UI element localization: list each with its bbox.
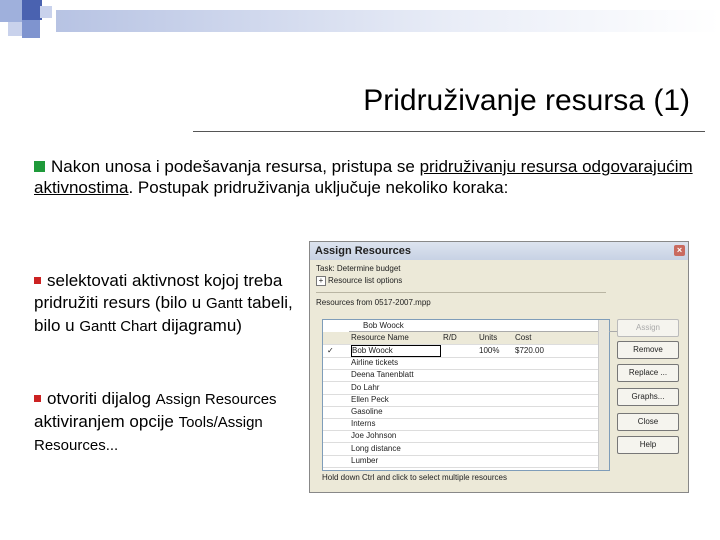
row-resource-name: Interns: [351, 419, 376, 429]
grid-scrollbar[interactable]: [598, 320, 609, 470]
bullet2-text-a: otvoriti dijalog: [47, 389, 156, 408]
col-cost[interactable]: Cost: [515, 333, 532, 342]
row-units: 100%: [479, 346, 500, 355]
expand-options-icon[interactable]: +: [316, 276, 326, 286]
dialog-titlebar: [310, 242, 688, 260]
bullet1-text-d: Gantt Chart: [79, 318, 157, 335]
help-button[interactable]: Help: [617, 436, 679, 454]
corner-square-4: [22, 20, 40, 38]
row-cost: $720.00: [515, 346, 544, 355]
resource-list-options[interactable]: Resource list options: [328, 276, 403, 285]
remove-button[interactable]: Remove: [617, 341, 679, 359]
corner-square-3: [8, 22, 22, 36]
assign-resources-dialog: [309, 241, 689, 493]
col-units[interactable]: Units: [479, 333, 498, 342]
bullet2-text-c: aktiviranjem opcije: [34, 412, 179, 431]
replace-button[interactable]: Replace ...: [617, 364, 679, 382]
row-resource-name: Deena Tanenblatt: [351, 370, 414, 380]
bullet1-text-a: selektovati aktivnost kojoj treba pridružiti resurs (bilo u: [34, 271, 283, 312]
table-row[interactable]: [323, 443, 599, 456]
table-row[interactable]: [323, 406, 599, 419]
bullet-select-task: [34, 270, 296, 338]
title-divider: [193, 131, 705, 132]
resource-grid[interactable]: [322, 319, 610, 471]
bullet1-text-e: dijagramu): [156, 316, 242, 335]
corner-square-2: [22, 0, 42, 20]
intro-text-1: Nakon unosa i podešavanja resursa, pristupa se: [51, 157, 420, 176]
row-resource-name: Long distance: [351, 443, 401, 453]
row-resource-name: Ellen Peck: [351, 394, 389, 404]
bullet2-text-b: Assign Resources: [155, 391, 277, 408]
dialog-title: Assign Resources: [315, 245, 411, 257]
table-row[interactable]: [323, 345, 599, 358]
intro-text-2: . Postupak pridruživanja uključuje nekoliko koraka:: [128, 178, 509, 197]
bullet-open-dialog: [34, 388, 296, 457]
checkbox-bullet-icon: [34, 161, 45, 172]
row-resource-name: Bob Woock: [351, 345, 441, 357]
bullet1-text-c: tabeli, bilo u: [34, 293, 293, 335]
resources-from-label: Resources from 0517-2007.mpp: [316, 298, 431, 307]
multi-select-hint: Hold down Ctrl and click to select multiple resources: [322, 473, 507, 482]
table-row[interactable]: [323, 455, 599, 468]
bullet1-text-b: Gantt: [205, 295, 243, 312]
slide-title: Pridruživanje resursa (1): [363, 84, 690, 117]
table-row[interactable]: [323, 430, 599, 443]
col-resource-name[interactable]: Resource Name: [351, 333, 409, 342]
bullet2-text-d: Tools/Assign Resources...: [34, 414, 263, 454]
grid-header-row: [323, 332, 599, 345]
table-row[interactable]: [323, 382, 599, 395]
close-button[interactable]: Close: [617, 413, 679, 431]
table-row[interactable]: [323, 418, 599, 431]
square-bullet-icon: [34, 395, 41, 402]
resource-edit-field[interactable]: Bob Woock: [349, 320, 621, 332]
square-bullet-icon: [34, 277, 41, 284]
row-check-icon: ✓: [327, 346, 334, 355]
row-resource-name: Gasoline: [351, 407, 383, 416]
close-icon[interactable]: ×: [674, 245, 685, 256]
task-label: Task: Determine budget: [316, 264, 401, 273]
table-row[interactable]: [323, 394, 599, 407]
corner-square-1: [0, 0, 22, 22]
corner-square-5: [40, 6, 52, 18]
row-resource-name: Airline tickets: [351, 358, 399, 368]
intro-paragraph: [34, 156, 694, 198]
table-row[interactable]: [323, 357, 599, 370]
row-resource-name: Lumber: [351, 455, 379, 465]
header-band: [56, 10, 720, 32]
graphs-button[interactable]: Graphs...: [617, 388, 679, 406]
assign-button[interactable]: Assign: [617, 319, 679, 337]
table-row[interactable]: [323, 369, 599, 382]
dialog-divider: [316, 292, 606, 293]
col-rd[interactable]: R/D: [443, 333, 457, 342]
row-resource-name: Do Lahr: [351, 382, 380, 392]
row-resource-name: Joe Johnson: [351, 431, 397, 441]
intro-underlined: pridruživanju resursa odgovarajućim aktivnostima: [34, 157, 693, 197]
